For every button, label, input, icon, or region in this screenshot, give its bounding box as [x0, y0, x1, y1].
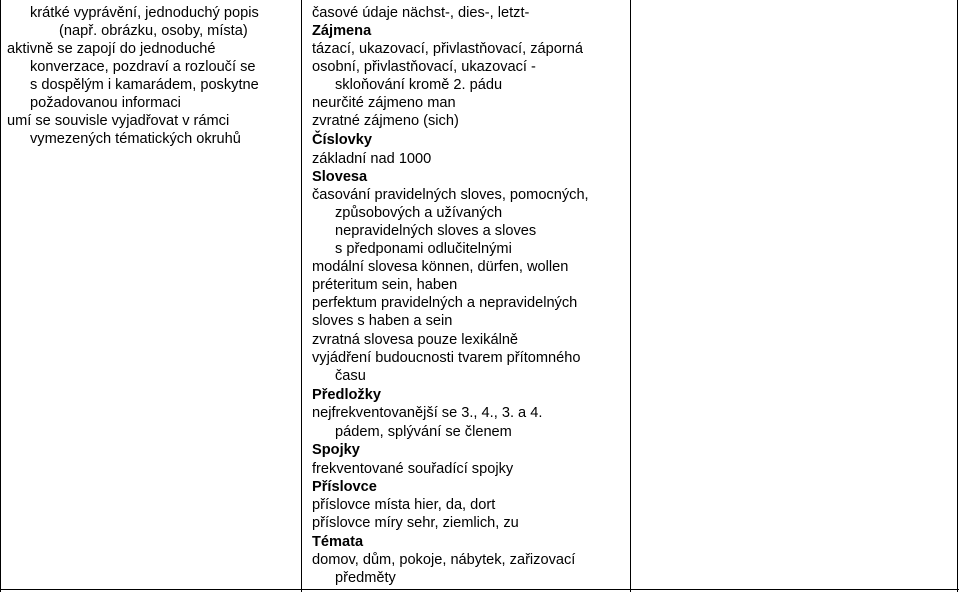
mid-line-6: neurčité zájmeno man [312, 95, 456, 111]
left-line-5: s dospělým i kamarádem, poskytne [30, 77, 259, 93]
mid-line-4: osobní, přivlastňovací, ukazovací - [312, 59, 536, 75]
mid-line-5: skloňování kromě 2. pádu [335, 77, 503, 93]
left-line-6: požadovanou informaci [30, 95, 181, 111]
left-line-1: krátké vyprávění, jednoduchý popis [30, 5, 259, 21]
heading-zajmena: Zájmena [312, 23, 372, 39]
mid-line-28: příslovce místa hier, da, dort [312, 497, 496, 513]
mid-line-29: příslovce míry sehr, ziemlich, zu [312, 515, 519, 531]
left-line-4: konverzace, pozdraví a rozloučí se [30, 59, 256, 75]
table-border-col1 [301, 0, 302, 592]
mid-line-7: zvratné zájmeno (sich) [312, 113, 459, 129]
left-line-8: vymezených tématických okruhů [30, 131, 241, 147]
mid-line-26: frekventované souřadící spojky [312, 461, 514, 477]
mid-line-11: časování pravidelných sloves, pomocných, [312, 187, 589, 203]
mid-line-3: tázací, ukazovací, přivlastňovací, záporná [312, 41, 583, 57]
mid-line-13: nepravidelných sloves a sloves [335, 223, 537, 239]
table-border-right [957, 0, 958, 592]
mid-line-19: zvratná slovesa pouze lexikálně [312, 332, 519, 348]
mid-line-23: nejfrekventovanější se 3., 4., 3. a 4. [312, 405, 543, 421]
mid-line-14: s předponami odlučitelnými [335, 241, 512, 257]
mid-line-12: způsobových a užívaných [335, 205, 503, 221]
mid-line-32: předměty [335, 570, 396, 586]
mid-line-16: préteritum sein, haben [312, 277, 458, 293]
mid-line-24: pádem, splývání se členem [335, 424, 512, 440]
mid-line-9: základní nad 1000 [312, 151, 432, 167]
table-border-col2 [630, 0, 631, 592]
mid-line-1: časové údaje nächst-, dies-, letzt- [312, 5, 530, 21]
heading-predlozky: Předložky [312, 387, 381, 403]
mid-line-15: modální slovesa können, dürfen, wollen [312, 259, 569, 275]
mid-line-21: času [335, 368, 366, 384]
mid-line-18: sloves s haben a sein [312, 313, 453, 329]
left-line-2: (např. obrázku, osoby, místa) [59, 23, 248, 39]
heading-slovesa: Slovesa [312, 169, 368, 185]
heading-cislovky: Číslovky [312, 132, 373, 148]
mid-line-20: vyjádření budoucnosti tvarem přítomného [312, 350, 581, 366]
left-line-7: umí se souvisle vyjadřovat v rámci [7, 113, 230, 129]
table-border-bottom [0, 589, 959, 590]
table-border-left [0, 0, 1, 592]
mid-line-17: perfektum pravidelných a nepravidelných [312, 295, 578, 311]
heading-temata: Témata [312, 534, 364, 550]
heading-prislovce: Příslovce [312, 479, 377, 495]
mid-line-31: domov, dům, pokoje, nábytek, zařizovací [312, 552, 576, 568]
heading-spojky: Spojky [312, 442, 360, 458]
left-line-3: aktivně se zapojí do jednoduché [7, 41, 216, 57]
